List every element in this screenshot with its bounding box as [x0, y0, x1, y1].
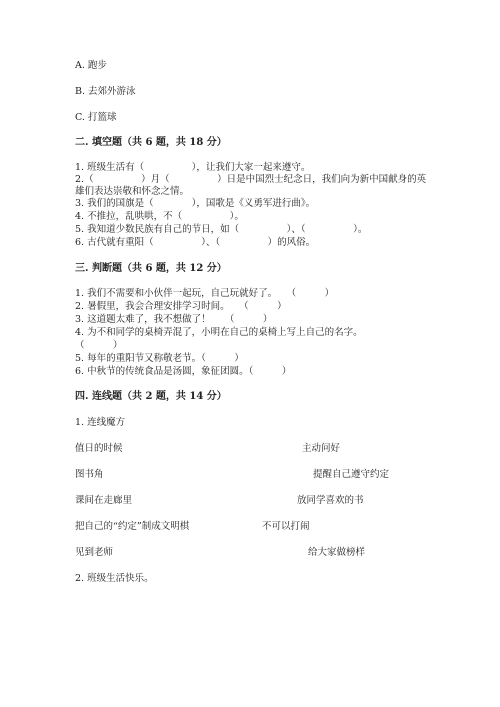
option-b: B. 去郊外游泳	[75, 86, 136, 97]
fill-q4: 4. 不推拉，乱哄哄，不（ ）。	[75, 211, 244, 222]
match-left-5: 见到老师	[75, 547, 114, 558]
match-left-4: 把自己的“约定”制成文明棋	[75, 521, 190, 532]
option-c: C. 打篮球	[75, 112, 117, 123]
section-3-title: 三. 判断题（共 6 题，共 12 分）	[75, 263, 227, 274]
section-2-title: 二. 填空题（共 6 题，共 18 分）	[75, 137, 227, 148]
match-q2: 2. 班级生活快乐。	[75, 573, 154, 584]
match-left-3: 课间在走廊里	[75, 495, 133, 506]
judge-q5: 5. 每年的重阳节又称敬老节。（ ）	[75, 353, 244, 364]
fill-q1: 1. 班级生活有（ ），让我们大家一起来遵守。	[75, 162, 311, 173]
fill-q6: 6. 古代就有重阳（ ）、（ ）的风俗。	[75, 237, 316, 248]
judge-q3: 3. 这道题太难了，我不想做了！ （ ）	[75, 314, 273, 325]
judge-q6: 6. 中秋节的传统食品是汤圆，象征团圆。（ ）	[75, 366, 292, 377]
section-4-title: 四. 连线题（共 2 题，共 14 分）	[75, 391, 227, 402]
judge-q4: 4. 为不和同学的桌椅弄混了，小明在自己的桌椅上写上自己的名字。	[75, 327, 363, 338]
match-right-1: 主动问好	[302, 443, 341, 454]
judge-q4-bracket: （ ）	[75, 340, 123, 351]
fill-q5: 5. 我知道少数民族有自己的节日，如（ ）、（ ）。	[75, 224, 368, 235]
judge-q2: 2. 暑假里，我会合理安排学习时间。 （ ）	[75, 301, 287, 312]
match-right-5: 给大家做榜样	[308, 547, 366, 558]
option-a: A. 跑步	[75, 60, 107, 71]
match-q1: 1. 连线魔方	[75, 417, 126, 428]
match-right-2: 提醒自己遵守约定	[313, 469, 390, 480]
match-right-3: 放同学喜欢的书	[297, 495, 364, 506]
fill-q3: 3. 我们的国旗是（ ），国歌是《义勇军进行曲》。	[75, 198, 316, 209]
match-left-2: 图书角	[75, 469, 104, 480]
judge-q1: 1. 我们不需要和小伙伴一起玩，自己玩就好了。 （ ）	[75, 288, 335, 299]
match-right-4: 不可以打闹	[262, 521, 310, 532]
match-left-1: 值日的时候	[75, 443, 123, 454]
fill-q2: 2.（ ）月（ ）日是中国烈士纪念日，我们向为新中国献身的英雄们表达崇敬和怀念之情。	[75, 174, 427, 197]
